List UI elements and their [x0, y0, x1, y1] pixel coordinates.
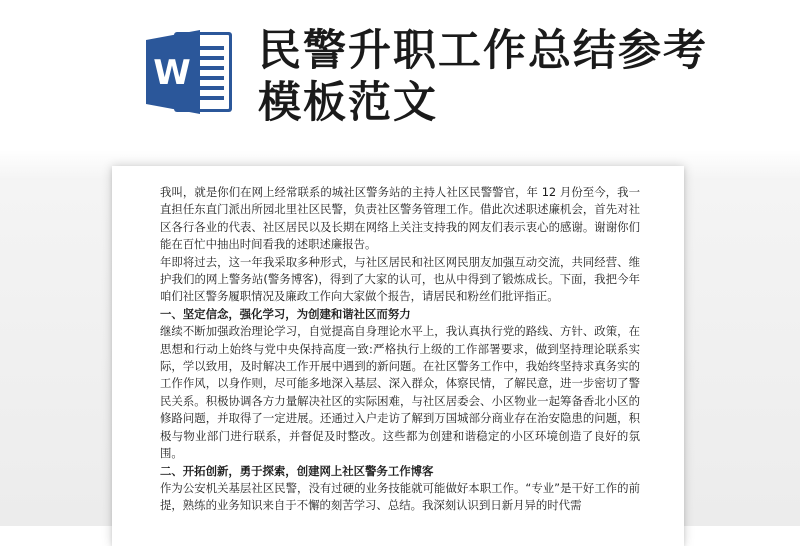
section-heading: 一、坚定信念，强化学习，为创建和谐社区而努力	[160, 306, 411, 321]
document-title: 民警升职工作总结参考模板范文	[258, 26, 708, 128]
body-paragraph: 年即将过去，这一年我采取多种形式，与社区居民和社区网民朋友加强互动交流，共同经营、维护我们的网上警务站(警务博客)，得到了大家的认可，也从中得到了锻炼成长。下面，我把今年咱们社区警务履职情况及廉政工作向大家做个报告，请居民和粉丝们批评指正。	[160, 254, 640, 304]
document-page	[112, 166, 684, 546]
body-paragraph: 作为公安机关基层社区民警，没有过硬的业务技能就可能做好本职工作。“专业”是干好工作的前提，熟练的业务知识来自于不懈的刻苦学习、总结。我深刻认识到日新月异的时代需	[160, 480, 640, 513]
word-document-icon	[140, 22, 240, 122]
body-paragraph: 我叫，就是你们在网上经常联系的城社区警务站的主持人社区民警警官，年 12 月份至今，我一直担任东直门派出所园北里社区民警，负责社区警务管理工作。借此次述职述廉机会，首先对社区各行各业的代表、社区居民以及长期在网络上关注支持我的网友们表示衷心的感谢。谢谢你们能在百忙中抽出时间看我的述职述廉报告。	[160, 185, 640, 252]
svg-text:W: W	[153, 53, 191, 93]
section-heading: 二、开拓创新，勇于探索，创建网上社区警务工作博客	[160, 463, 434, 478]
document-body	[160, 184, 640, 515]
body-paragraph: 继续不断加强政治理论学习，自觉提高自身理论水平上，我认真执行党的路线、方针、政策，在思想和行动上始终与党中央保持高度一致:严格执行上级的工作部署要求，做到坚持理论联系实际，学以致用，及时解决工作开展中遇到的新问题。在社区警务工作中，我始终坚持求真务实的工作作风，以身作则，尽可能多地深入基层、深入群众，体察民情，了解民意，进一步密切了警民关系。积极协调各方力量解决社区的实际困难，与社区居委会、小区物业一起筹备香北小区的修路问题，并取得了一定进展。还通过入户走访了解到万国城部分商业存在治安隐患的问题，积极与物业部门进行联系，并督促及时整改。这些都为创建和谐稳定的小区环境创造了良好的氛围。	[160, 324, 640, 461]
